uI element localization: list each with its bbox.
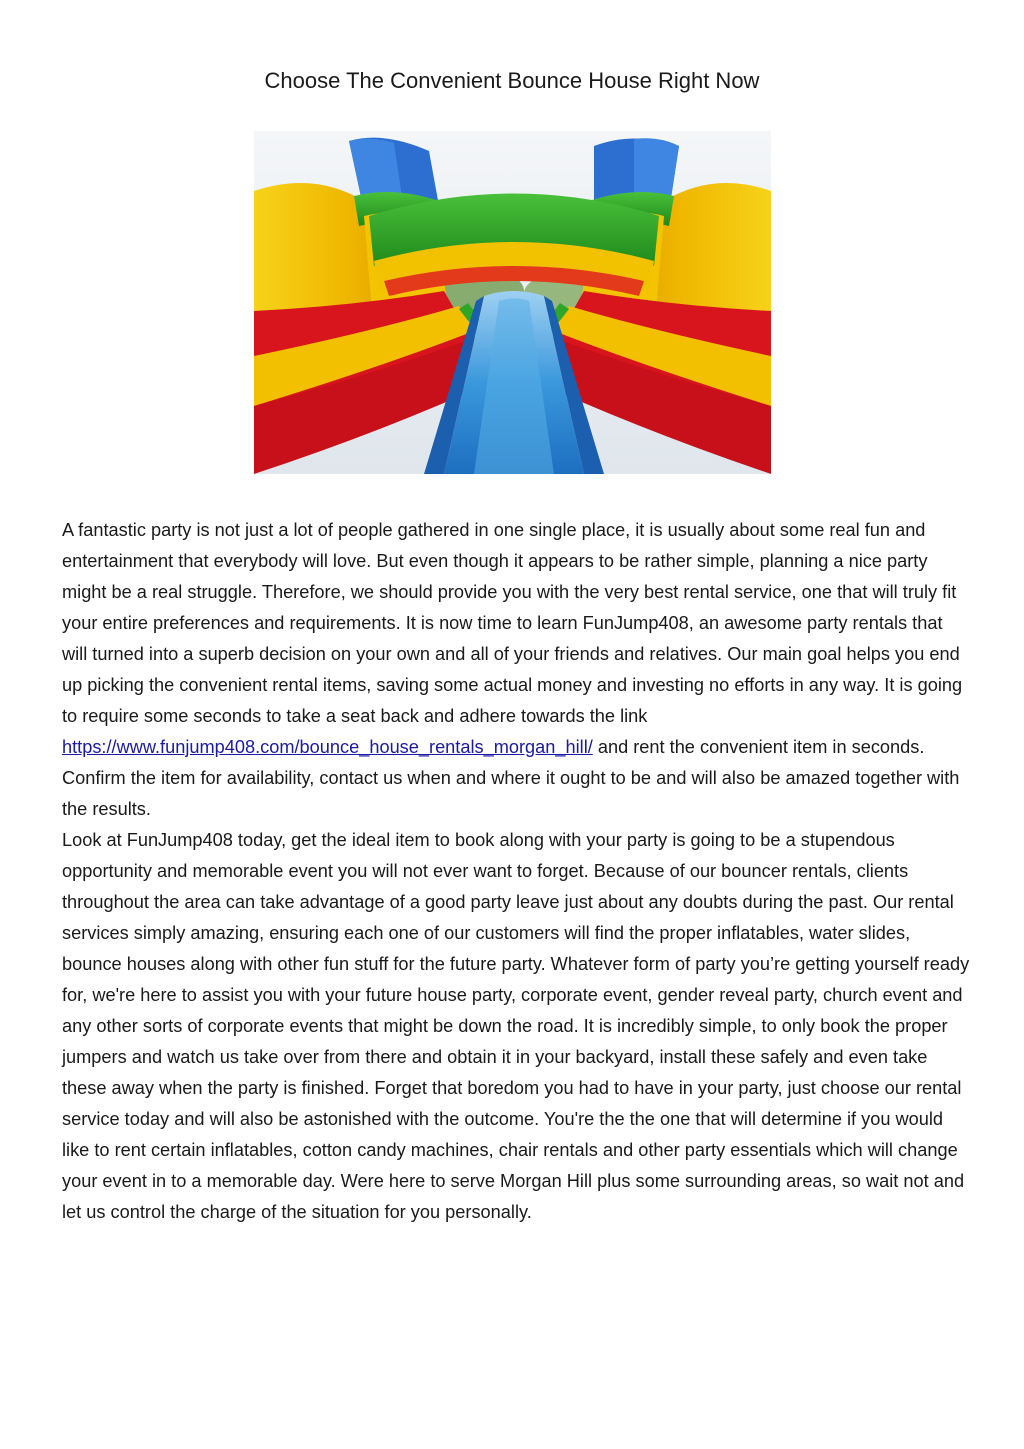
rental-link[interactable]: https://www.funjump408.com/bounce_house_rentals_morgan_hill/: [62, 737, 593, 757]
paragraph-2: Look at FunJump408 today, get the ideal item to book along with your party is going to be a stupendous opportunity and memorable event you will not ever want to forget. Because of our bouncer rentals, clients throughout the area can take advantage of a good party leave just about any doubts during the past. Our rental services simply amazing, ensuring each one of our customers will find the proper inflatables, water slides, bounce houses along with other fun stuff for the future party. Whatever form of party you’re getting yourself ready for, we're here to assist you with your future house party, corporate event, gender reveal party, church event and any other sorts of corporate events that might be down the road. It is incredibly simple, to only book the proper jumpers and watch us take over from there and obtain it in your backyard, install these safely and even take these away when the party is finished. Forget that boredom you had to have in your party, just choose our rental service today and will also be astonished with the outcome. You're the the one that will determine if you would like to rent certain inflatables, cotton candy machines, chair rentals and other party essentials which will change your event in to a memorable day. Were here to serve Morgan Hill plus some surrounding areas, so wait not and let us control the charge of the situation for you personally.: [62, 830, 970, 1222]
article-body: [62, 515, 972, 1228]
bounce-house-photo: [254, 131, 771, 474]
paragraph-1-text-end: and rent the convenient item in seconds. Confirm the item for availability, contact us when and where it ought to be and will also be amazed together with the results.: [62, 737, 960, 819]
page-title: Choose The Convenient Bounce House Right Now: [264, 68, 760, 93]
paragraph-1: [62, 515, 972, 825]
paragraph-1-text-start: A fantastic party is not just a lot of people gathered in one single place, it is usually about some real fun and entertainment that everybody will love. But even though it appears to be rather simple, planning a nice party might be a real struggle. Therefore, we should provide you with the very best rental service, one that will truly fit your entire preferences and requirements. It is now time to learn FunJump408, an awesome party rentals that will turned into a superb decision on your own and all of your friends and relatives. Our main goal helps you end up picking the convenient rental items, saving some actual money and investing no efforts in any way. It is going to require some seconds to take a seat back and adhere towards the link: [62, 520, 963, 726]
